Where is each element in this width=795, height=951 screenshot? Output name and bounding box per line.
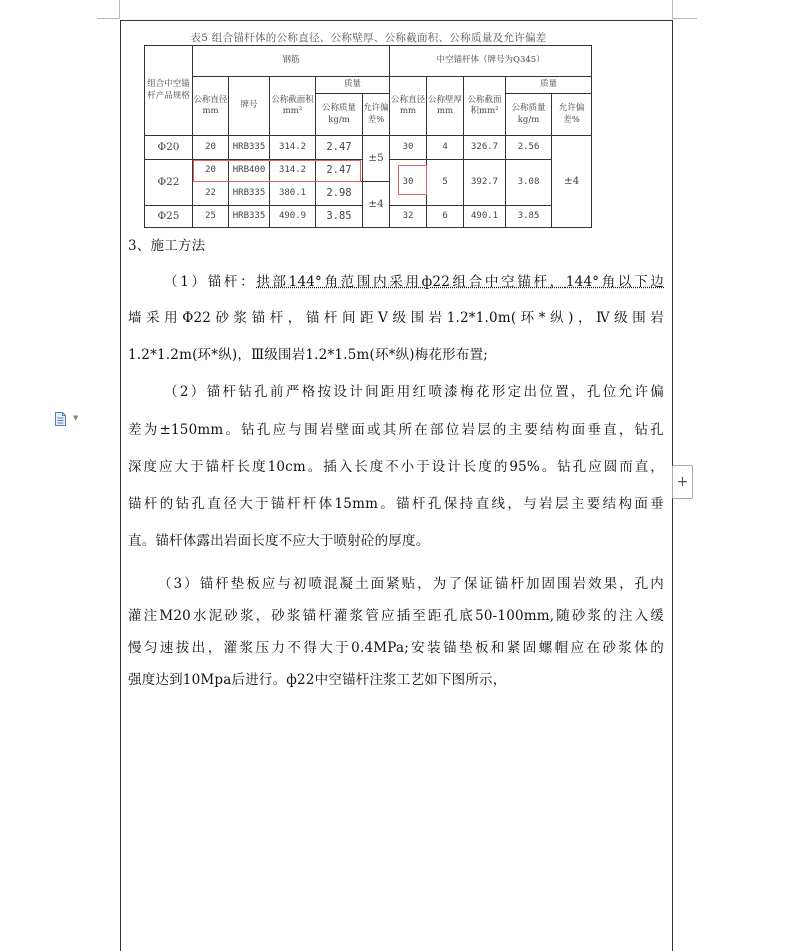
cell-mass: 2.98: [316, 182, 363, 206]
header-hollow-group: 中空锚杆体（牌号为Q345）: [390, 46, 592, 77]
cell-hollow-tol: ±4: [552, 136, 592, 228]
header-rebar-group: 钢筋: [193, 46, 390, 77]
header-rebar-area: 公称截面积mm²: [270, 77, 316, 136]
cell-diameter: 22: [193, 182, 229, 206]
cell-hollow-area: 392.7: [464, 160, 506, 206]
chevron-down-icon[interactable]: ▼: [73, 414, 79, 422]
para2-line2: 差为±150mm。钻孔应与围岩壁面或其所在部位岩层的主要结构面垂直，钻孔: [128, 422, 664, 438]
header-rebar-mass: 公称质量kg/m: [316, 94, 363, 136]
header-product-spec: 组合中空锚杆产品规格: [145, 46, 193, 136]
header-hollow-diameter: 公称直径mm: [390, 77, 427, 136]
table-caption: 表5 组合锚杆体的公称直径、公称壁厚、公称截面积、公称质量及允许偏差: [190, 32, 547, 44]
cell-spec: Φ20: [145, 136, 193, 160]
cell-wall: 4: [427, 136, 464, 160]
header-rebar-grade: 牌号: [229, 77, 270, 136]
cell-grade: HRB400: [229, 160, 270, 182]
para1-line1: [128, 270, 664, 290]
document-icon[interactable]: [55, 412, 66, 426]
cell-grade: HRB335: [229, 182, 270, 206]
cell-mass: 2.47: [316, 136, 363, 160]
cell-wall: 6: [427, 206, 464, 228]
cell-area: 314.2: [270, 136, 316, 160]
para1-line3: 1.2*1.2m(环*纵)，Ⅲ级围岩1.2*1.5m(环*纵)梅花形布置;: [128, 347, 489, 363]
highlight-box-row: [193, 160, 361, 182]
cell-hollow-area: 490.1: [464, 206, 506, 228]
spec-table: [144, 45, 592, 228]
para1-underlined-a: 拱部144°角范围内采用ф22组合中空锚杆，: [256, 274, 566, 290]
para2-line3: 深度应大于锚杆长度10cm。插入长度不小于设计长度的95%。钻孔应圆而直，: [128, 459, 664, 475]
cell-grade: HRB335: [229, 136, 270, 160]
add-button[interactable]: +: [672, 465, 693, 499]
para3-line4: 强度达到10Mpa后进行。ф22中空锚杆注浆工艺如下图所示，: [128, 672, 507, 688]
corner-mark-right-v: [672, 0, 673, 19]
para3-line2: 灌注M20水泥砂浆，砂浆锚杆灌浆管应插至距孔底50-100mm,随砂浆的注入缓: [128, 608, 664, 624]
cell-grade: HRB335: [229, 206, 270, 228]
para3-line1: （3）锚杆垫板应与初喷混凝土面紧贴，为了保证锚杆加固围岩效果，孔内: [158, 576, 664, 592]
para1-underlined-b: 144°角以下边: [565, 274, 664, 290]
cell-hollow-area: 326.7: [464, 136, 506, 160]
cell-area: 490.9: [270, 206, 316, 228]
para2-line5: 直。锚杆体露出岩面长度不应大于喷射砼的厚度。: [128, 533, 430, 549]
cell-tol: ±5: [363, 136, 390, 182]
cell-diameter: 20: [193, 160, 229, 182]
corner-mark-left-v: [119, 0, 120, 19]
header-hollow-tol: 允许偏差%: [552, 94, 592, 136]
highlight-box-cell: [398, 165, 427, 195]
para2-line4: 锚杆的钻孔直径大于锚杆杆体15mm。锚杆孔保持直线，与岩层主要结构面垂: [128, 496, 664, 512]
header-hollow-wall: 公称壁厚mm: [427, 77, 464, 136]
para3-line3: 慢匀速拔出，灌浆压力不得大于0.4MPa;安装锚垫板和紧固螺帽应在砂浆体的: [128, 640, 664, 656]
header-rebar-diameter: 公称直径mm: [193, 77, 229, 136]
corner-mark-right-h: [672, 18, 697, 19]
header-rebar-mass-group: 质量: [316, 77, 390, 94]
cell-spec: Φ25: [145, 206, 193, 228]
cell-tol: ±4: [363, 182, 390, 228]
header-rebar-tol: 允许偏差%: [363, 94, 390, 136]
cell-hollow-mass: 3.85: [506, 206, 552, 228]
cell-diameter: 20: [193, 136, 229, 160]
cell-mass: 3.85: [316, 206, 363, 228]
para1-line2: 墙采用Φ22砂浆锚杆，锚杆间距Ⅴ级围岩1.2*1.0m(环*纵)，Ⅳ级围岩: [128, 310, 664, 326]
cell-area: 314.2: [270, 160, 316, 182]
corner-mark-left-h: [97, 18, 120, 19]
para2-line1: （2）锚杆钻孔前严格按设计间距用红喷漆梅花形定出位置，孔位允许偏: [164, 384, 664, 400]
cell-mass: 2.47: [316, 160, 363, 182]
cell-hollow-diameter: 30: [390, 160, 427, 206]
cell-area: 380.1: [270, 182, 316, 206]
section-title: 3、施工方法: [128, 238, 206, 254]
cell-hollow-diameter: 32: [390, 206, 427, 228]
header-hollow-area: 公称截面积mm²: [464, 77, 506, 136]
header-hollow-mass: 公称质量kg/m: [506, 94, 552, 136]
cell-spec: Φ22: [145, 160, 193, 206]
cell-hollow-mass: 2.56: [506, 136, 552, 160]
cell-hollow-diameter: 30: [390, 136, 427, 160]
header-hollow-mass-group: 质量: [506, 77, 592, 94]
cell-hollow-mass: 3.08: [506, 160, 552, 206]
para1-label: （1）锚杆：: [164, 274, 257, 290]
cell-diameter: 25: [193, 206, 229, 228]
cell-wall: 5: [427, 160, 464, 206]
table-row: [145, 136, 592, 160]
